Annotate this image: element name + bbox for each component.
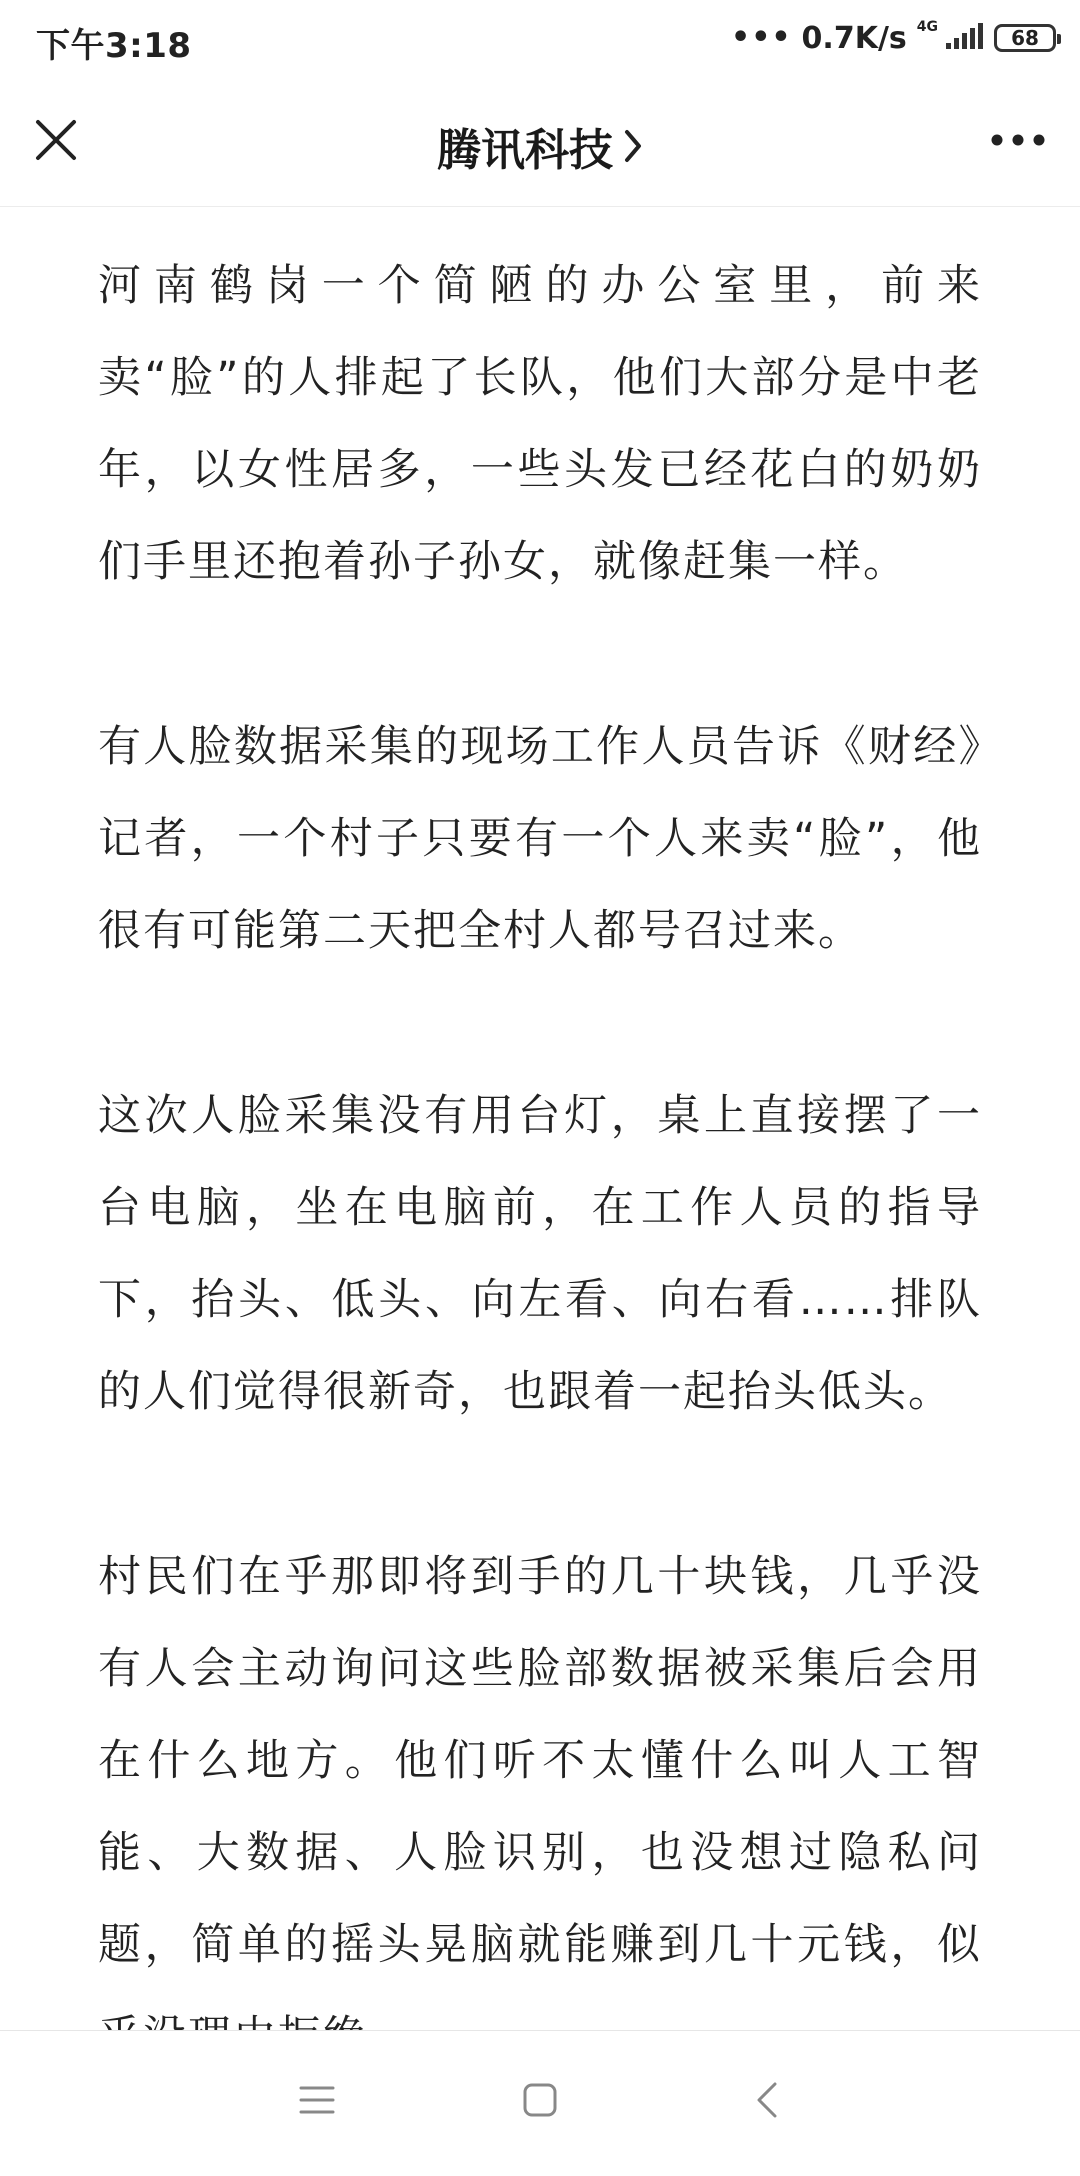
notification-dots: •••	[731, 20, 792, 55]
menu-button[interactable]	[292, 2075, 342, 2125]
article-body	[98, 240, 982, 2176]
account-title-link[interactable]	[0, 114, 1080, 178]
back-icon	[755, 2081, 779, 2119]
status-bar	[0, 0, 1080, 76]
system-nav-bar	[0, 2030, 1080, 2161]
article-paragraph: 村民们在乎那即将到手的几十块钱，几乎没有人会主动询问这些脸部数据被采集后会用在什么地方。他们听不太懂什么叫人工智能、大数据、人脸识别，也没想过隐私问题，简单的摇头晃脑就能赚到几十元钱，似	[98, 1552, 982, 1970]
account-title: 腾讯科技	[437, 125, 613, 176]
article-paragraph: 有人脸数据采集的现场工作人员告诉《财经》记者，一个村子只要有一个人来卖“脸”，他很有可能第二天把全村人都号召过来。	[98, 722, 982, 956]
network-type: 4G	[916, 19, 938, 35]
status-indicators	[731, 16, 1056, 60]
menu-icon	[299, 2084, 335, 2116]
article-paragraph: 这次人脸采集没有用台灯，桌上直接摆了一台电脑，坐在电脑前，在工作人员的指导下，抬头、低头、向左看、向右看……排队的人们觉得很新奇，也跟着一起抬头低头。	[98, 1091, 982, 1417]
article-paragraph: 河南鹤岗一个简陋的办公室里，前来卖“脸”的人排起了长队，他们大部分是中老年，以女性居多，一些头发已经花白的奶奶们手里还抱着孙子孙女，就像赶集一样。	[98, 261, 982, 587]
home-button[interactable]	[515, 2075, 565, 2125]
signal-icon	[944, 21, 984, 55]
status-time: 下午3:18	[36, 26, 192, 66]
chevron-right-icon	[623, 128, 643, 164]
article-header	[0, 76, 1080, 207]
battery-icon: 68	[994, 24, 1056, 52]
more-icon	[990, 133, 1046, 147]
home-icon	[522, 2082, 558, 2118]
more-button[interactable]	[990, 120, 1046, 160]
back-button[interactable]	[742, 2075, 792, 2125]
network-speed: 0.7K/s	[801, 20, 907, 56]
